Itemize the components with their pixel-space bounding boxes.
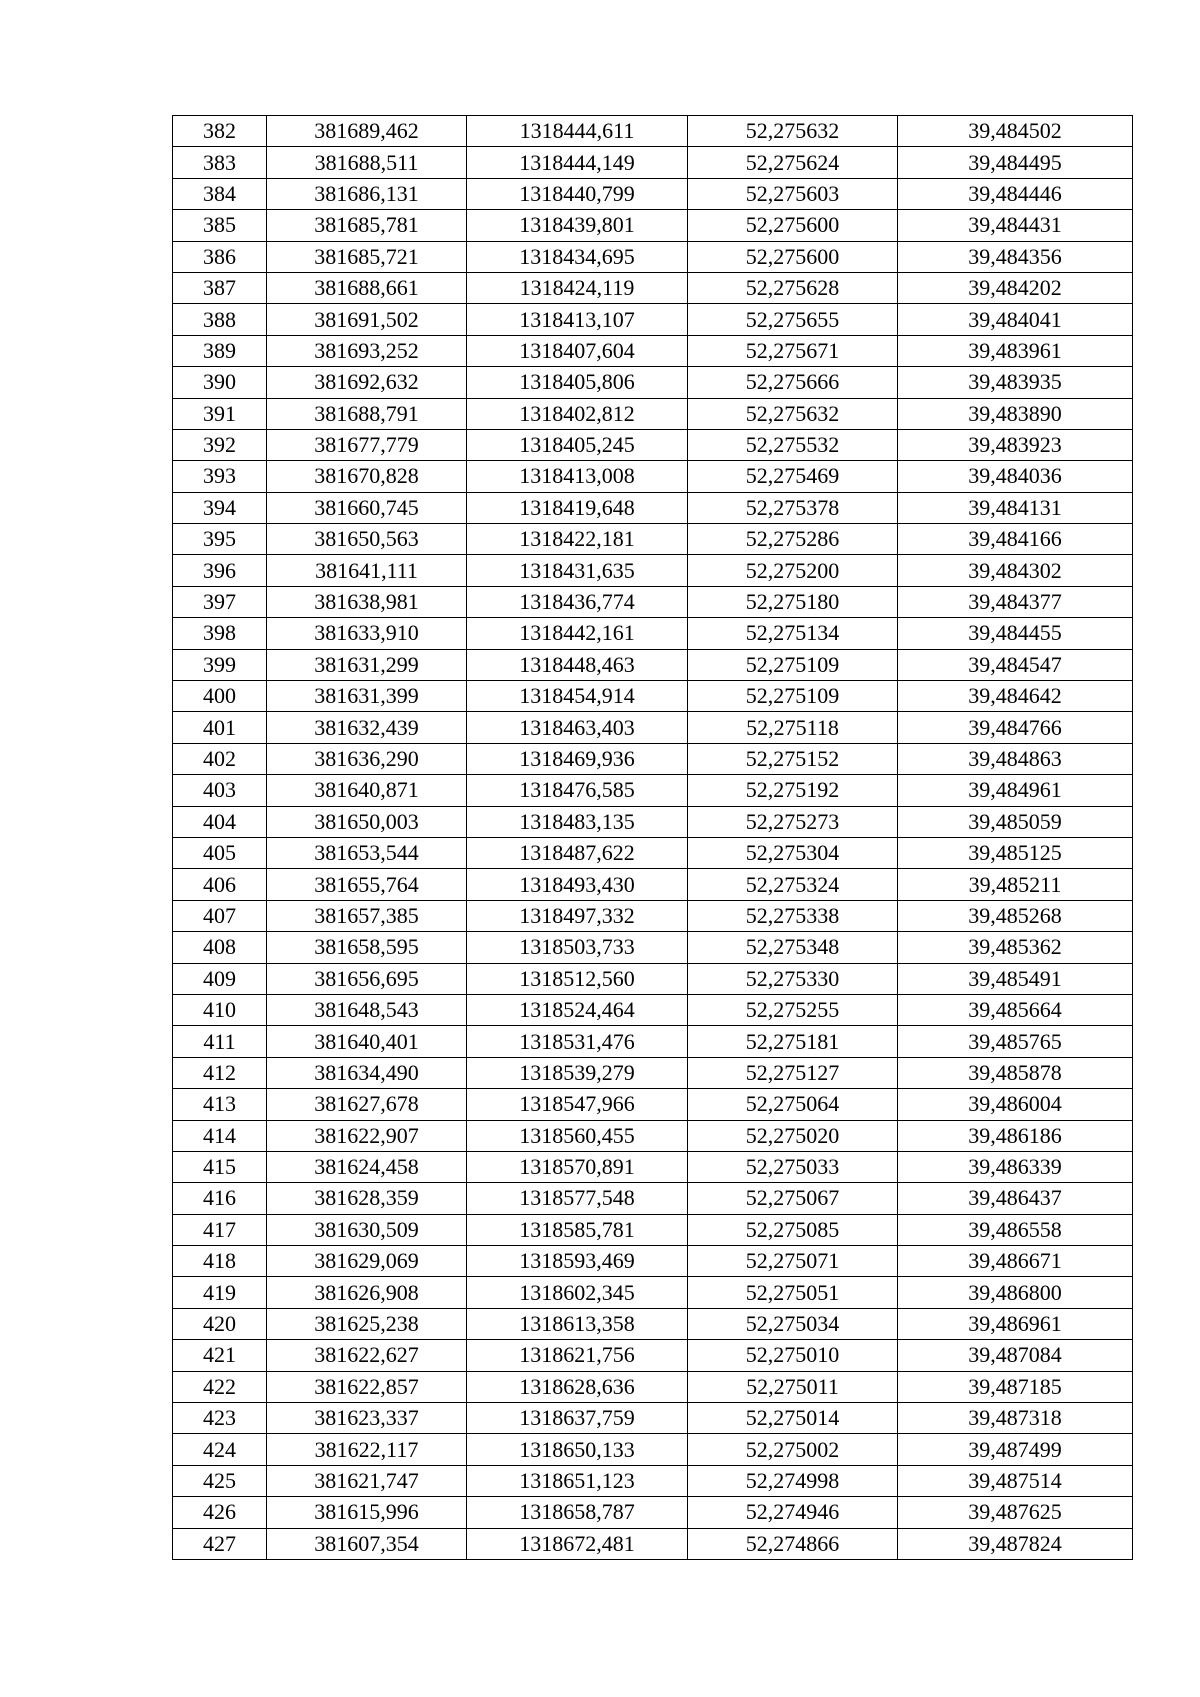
table-row: [173, 681, 1133, 712]
x-coordinate-cell: 381632,439: [267, 712, 467, 743]
longitude-cell: 39,486961: [898, 1308, 1133, 1339]
longitude-cell: 39,485362: [898, 932, 1133, 963]
table-row: [173, 555, 1133, 586]
table-row: [173, 241, 1133, 272]
latitude-cell: 52,275011: [688, 1371, 898, 1402]
x-coordinate-cell: 381622,117: [267, 1434, 467, 1465]
latitude-cell: 52,275002: [688, 1434, 898, 1465]
table-row: [173, 1183, 1133, 1214]
point-number-cell: 385: [173, 210, 267, 241]
y-coordinate-cell: 1318476,585: [467, 775, 688, 806]
table-row: [173, 147, 1133, 178]
y-coordinate-cell: 1318585,781: [467, 1214, 688, 1245]
point-number-cell: 405: [173, 837, 267, 868]
table-row: [173, 1403, 1133, 1434]
x-coordinate-cell: 381656,695: [267, 963, 467, 994]
table-row: [173, 1434, 1133, 1465]
longitude-cell: 39,484356: [898, 241, 1133, 272]
table-row: [173, 1214, 1133, 1245]
point-number-cell: 415: [173, 1151, 267, 1182]
x-coordinate-cell: 381621,747: [267, 1465, 467, 1496]
point-number-cell: 416: [173, 1183, 267, 1214]
latitude-cell: 52,275378: [688, 492, 898, 523]
point-number-cell: 413: [173, 1089, 267, 1120]
table-row: [173, 398, 1133, 429]
point-number-cell: 396: [173, 555, 267, 586]
table-row: [173, 1057, 1133, 1088]
y-coordinate-cell: 1318570,891: [467, 1151, 688, 1182]
longitude-cell: 39,483923: [898, 429, 1133, 460]
y-coordinate-cell: 1318444,611: [467, 116, 688, 147]
table-row: [173, 743, 1133, 774]
table-row: [173, 1089, 1133, 1120]
x-coordinate-cell: 381653,544: [267, 837, 467, 868]
x-coordinate-cell: 381615,996: [267, 1497, 467, 1528]
point-number-cell: 391: [173, 398, 267, 429]
y-coordinate-cell: 1318547,966: [467, 1089, 688, 1120]
point-number-cell: 389: [173, 335, 267, 366]
y-coordinate-cell: 1318436,774: [467, 586, 688, 617]
y-coordinate-cell: 1318672,481: [467, 1528, 688, 1559]
latitude-cell: 52,274866: [688, 1528, 898, 1559]
point-number-cell: 388: [173, 304, 267, 335]
y-coordinate-cell: 1318463,403: [467, 712, 688, 743]
longitude-cell: 39,484642: [898, 681, 1133, 712]
x-coordinate-cell: 381640,871: [267, 775, 467, 806]
x-coordinate-cell: 381633,910: [267, 618, 467, 649]
y-coordinate-cell: 1318444,149: [467, 147, 688, 178]
y-coordinate-cell: 1318497,332: [467, 900, 688, 931]
x-coordinate-cell: 381622,627: [267, 1340, 467, 1371]
x-coordinate-cell: 381686,131: [267, 178, 467, 209]
y-coordinate-cell: 1318503,733: [467, 932, 688, 963]
y-coordinate-cell: 1318422,181: [467, 524, 688, 555]
y-coordinate-cell: 1318539,279: [467, 1057, 688, 1088]
table-row: [173, 1120, 1133, 1151]
table-row: [173, 492, 1133, 523]
longitude-cell: 39,487625: [898, 1497, 1133, 1528]
latitude-cell: 52,275010: [688, 1340, 898, 1371]
point-number-cell: 386: [173, 241, 267, 272]
point-number-cell: 398: [173, 618, 267, 649]
longitude-cell: 39,484863: [898, 743, 1133, 774]
x-coordinate-cell: 381628,359: [267, 1183, 467, 1214]
point-number-cell: 406: [173, 869, 267, 900]
point-number-cell: 419: [173, 1277, 267, 1308]
latitude-cell: 52,275324: [688, 869, 898, 900]
latitude-cell: 52,275109: [688, 649, 898, 680]
latitude-cell: 52,275632: [688, 116, 898, 147]
coordinates-table: [172, 115, 1133, 1560]
x-coordinate-cell: 381622,907: [267, 1120, 467, 1151]
x-coordinate-cell: 381640,401: [267, 1026, 467, 1057]
y-coordinate-cell: 1318483,135: [467, 806, 688, 837]
longitude-cell: 39,486437: [898, 1183, 1133, 1214]
longitude-cell: 39,487084: [898, 1340, 1133, 1371]
latitude-cell: 52,275071: [688, 1246, 898, 1277]
longitude-cell: 39,485878: [898, 1057, 1133, 1088]
x-coordinate-cell: 381685,721: [267, 241, 467, 272]
longitude-cell: 39,484202: [898, 272, 1133, 303]
longitude-cell: 39,487824: [898, 1528, 1133, 1559]
y-coordinate-cell: 1318413,107: [467, 304, 688, 335]
x-coordinate-cell: 381688,511: [267, 147, 467, 178]
longitude-cell: 39,487185: [898, 1371, 1133, 1402]
point-number-cell: 392: [173, 429, 267, 460]
y-coordinate-cell: 1318405,806: [467, 367, 688, 398]
table-row: [173, 1340, 1133, 1371]
x-coordinate-cell: 381623,337: [267, 1403, 467, 1434]
latitude-cell: 52,275134: [688, 618, 898, 649]
point-number-cell: 423: [173, 1403, 267, 1434]
latitude-cell: 52,275085: [688, 1214, 898, 1245]
x-coordinate-cell: 381688,791: [267, 398, 467, 429]
point-number-cell: 427: [173, 1528, 267, 1559]
table-row: [173, 210, 1133, 241]
point-number-cell: 421: [173, 1340, 267, 1371]
longitude-cell: 39,483935: [898, 367, 1133, 398]
point-number-cell: 407: [173, 900, 267, 931]
latitude-cell: 52,275118: [688, 712, 898, 743]
x-coordinate-cell: 381624,458: [267, 1151, 467, 1182]
table-row: [173, 116, 1133, 147]
latitude-cell: 52,275632: [688, 398, 898, 429]
longitude-cell: 39,484302: [898, 555, 1133, 586]
x-coordinate-cell: 381629,069: [267, 1246, 467, 1277]
x-coordinate-cell: 381650,003: [267, 806, 467, 837]
table-row: [173, 1277, 1133, 1308]
table-row: [173, 712, 1133, 743]
longitude-cell: 39,484547: [898, 649, 1133, 680]
longitude-cell: 39,485211: [898, 869, 1133, 900]
x-coordinate-cell: 381650,563: [267, 524, 467, 555]
y-coordinate-cell: 1318440,799: [467, 178, 688, 209]
longitude-cell: 39,486671: [898, 1246, 1133, 1277]
table-row: [173, 524, 1133, 555]
longitude-cell: 39,484455: [898, 618, 1133, 649]
longitude-cell: 39,484036: [898, 461, 1133, 492]
point-number-cell: 382: [173, 116, 267, 147]
longitude-cell: 39,487499: [898, 1434, 1133, 1465]
latitude-cell: 52,275051: [688, 1277, 898, 1308]
longitude-cell: 39,485765: [898, 1026, 1133, 1057]
y-coordinate-cell: 1318413,008: [467, 461, 688, 492]
x-coordinate-cell: 381607,354: [267, 1528, 467, 1559]
point-number-cell: 410: [173, 994, 267, 1025]
latitude-cell: 52,275127: [688, 1057, 898, 1088]
table-row: [173, 1528, 1133, 1559]
table-row: [173, 178, 1133, 209]
point-number-cell: 384: [173, 178, 267, 209]
longitude-cell: 39,484446: [898, 178, 1133, 209]
latitude-cell: 52,275624: [688, 147, 898, 178]
latitude-cell: 52,275304: [688, 837, 898, 868]
x-coordinate-cell: 381634,490: [267, 1057, 467, 1088]
longitude-cell: 39,487514: [898, 1465, 1133, 1496]
longitude-cell: 39,484766: [898, 712, 1133, 743]
latitude-cell: 52,275152: [688, 743, 898, 774]
latitude-cell: 52,275180: [688, 586, 898, 617]
latitude-cell: 52,275033: [688, 1151, 898, 1182]
table-row: [173, 272, 1133, 303]
table-row: [173, 429, 1133, 460]
longitude-cell: 39,486800: [898, 1277, 1133, 1308]
table-row: [173, 1151, 1133, 1182]
x-coordinate-cell: 381677,779: [267, 429, 467, 460]
y-coordinate-cell: 1318524,464: [467, 994, 688, 1025]
point-number-cell: 402: [173, 743, 267, 774]
point-number-cell: 403: [173, 775, 267, 806]
point-number-cell: 395: [173, 524, 267, 555]
y-coordinate-cell: 1318419,648: [467, 492, 688, 523]
y-coordinate-cell: 1318593,469: [467, 1246, 688, 1277]
table-row: [173, 335, 1133, 366]
latitude-cell: 52,275671: [688, 335, 898, 366]
x-coordinate-cell: 381641,111: [267, 555, 467, 586]
table-row: [173, 932, 1133, 963]
x-coordinate-cell: 381627,678: [267, 1089, 467, 1120]
x-coordinate-cell: 381660,745: [267, 492, 467, 523]
longitude-cell: 39,483961: [898, 335, 1133, 366]
longitude-cell: 39,484166: [898, 524, 1133, 555]
y-coordinate-cell: 1318431,635: [467, 555, 688, 586]
longitude-cell: 39,485125: [898, 837, 1133, 868]
x-coordinate-cell: 381636,290: [267, 743, 467, 774]
longitude-cell: 39,487318: [898, 1403, 1133, 1434]
y-coordinate-cell: 1318469,936: [467, 743, 688, 774]
table-row: [173, 649, 1133, 680]
y-coordinate-cell: 1318487,622: [467, 837, 688, 868]
latitude-cell: 52,275469: [688, 461, 898, 492]
longitude-cell: 39,484961: [898, 775, 1133, 806]
longitude-cell: 39,484131: [898, 492, 1133, 523]
x-coordinate-cell: 381625,238: [267, 1308, 467, 1339]
y-coordinate-cell: 1318613,358: [467, 1308, 688, 1339]
table-row: [173, 1246, 1133, 1277]
latitude-cell: 52,275338: [688, 900, 898, 931]
y-coordinate-cell: 1318442,161: [467, 618, 688, 649]
longitude-cell: 39,485059: [898, 806, 1133, 837]
point-number-cell: 404: [173, 806, 267, 837]
point-number-cell: 390: [173, 367, 267, 398]
latitude-cell: 52,275273: [688, 806, 898, 837]
table-row: [173, 367, 1133, 398]
table-row: [173, 1497, 1133, 1528]
latitude-cell: 52,275330: [688, 963, 898, 994]
longitude-cell: 39,486004: [898, 1089, 1133, 1120]
y-coordinate-cell: 1318577,548: [467, 1183, 688, 1214]
point-number-cell: 387: [173, 272, 267, 303]
y-coordinate-cell: 1318602,345: [467, 1277, 688, 1308]
y-coordinate-cell: 1318621,756: [467, 1340, 688, 1371]
latitude-cell: 52,274998: [688, 1465, 898, 1496]
point-number-cell: 400: [173, 681, 267, 712]
x-coordinate-cell: 381622,857: [267, 1371, 467, 1402]
table-row: [173, 618, 1133, 649]
latitude-cell: 52,275200: [688, 555, 898, 586]
point-number-cell: 411: [173, 1026, 267, 1057]
x-coordinate-cell: 381631,299: [267, 649, 467, 680]
x-coordinate-cell: 381658,595: [267, 932, 467, 963]
y-coordinate-cell: 1318512,560: [467, 963, 688, 994]
y-coordinate-cell: 1318650,133: [467, 1434, 688, 1465]
y-coordinate-cell: 1318493,430: [467, 869, 688, 900]
y-coordinate-cell: 1318424,119: [467, 272, 688, 303]
longitude-cell: 39,484041: [898, 304, 1133, 335]
longitude-cell: 39,486339: [898, 1151, 1133, 1182]
coordinates-table-body: [173, 116, 1133, 1560]
latitude-cell: 52,275255: [688, 994, 898, 1025]
y-coordinate-cell: 1318407,604: [467, 335, 688, 366]
table-row: [173, 1308, 1133, 1339]
point-number-cell: 417: [173, 1214, 267, 1245]
point-number-cell: 424: [173, 1434, 267, 1465]
x-coordinate-cell: 381648,543: [267, 994, 467, 1025]
x-coordinate-cell: 381630,509: [267, 1214, 467, 1245]
x-coordinate-cell: 381638,981: [267, 586, 467, 617]
longitude-cell: 39,485664: [898, 994, 1133, 1025]
x-coordinate-cell: 381631,399: [267, 681, 467, 712]
table-row: [173, 1371, 1133, 1402]
latitude-cell: 52,275603: [688, 178, 898, 209]
y-coordinate-cell: 1318439,801: [467, 210, 688, 241]
latitude-cell: 52,275655: [688, 304, 898, 335]
point-number-cell: 412: [173, 1057, 267, 1088]
point-number-cell: 426: [173, 1497, 267, 1528]
latitude-cell: 52,275034: [688, 1308, 898, 1339]
longitude-cell: 39,483890: [898, 398, 1133, 429]
x-coordinate-cell: 381688,661: [267, 272, 467, 303]
y-coordinate-cell: 1318454,914: [467, 681, 688, 712]
latitude-cell: 52,275181: [688, 1026, 898, 1057]
latitude-cell: 52,275014: [688, 1403, 898, 1434]
latitude-cell: 52,275666: [688, 367, 898, 398]
latitude-cell: 52,274946: [688, 1497, 898, 1528]
point-number-cell: 409: [173, 963, 267, 994]
longitude-cell: 39,486558: [898, 1214, 1133, 1245]
latitude-cell: 52,275109: [688, 681, 898, 712]
latitude-cell: 52,275600: [688, 210, 898, 241]
x-coordinate-cell: 381626,908: [267, 1277, 467, 1308]
x-coordinate-cell: 381691,502: [267, 304, 467, 335]
y-coordinate-cell: 1318405,245: [467, 429, 688, 460]
y-coordinate-cell: 1318402,812: [467, 398, 688, 429]
x-coordinate-cell: 381689,462: [267, 116, 467, 147]
table-row: [173, 775, 1133, 806]
latitude-cell: 52,275064: [688, 1089, 898, 1120]
latitude-cell: 52,275628: [688, 272, 898, 303]
y-coordinate-cell: 1318531,476: [467, 1026, 688, 1057]
point-number-cell: 414: [173, 1120, 267, 1151]
point-number-cell: 399: [173, 649, 267, 680]
latitude-cell: 52,275348: [688, 932, 898, 963]
point-number-cell: 394: [173, 492, 267, 523]
longitude-cell: 39,484377: [898, 586, 1133, 617]
table-row: [173, 304, 1133, 335]
y-coordinate-cell: 1318628,636: [467, 1371, 688, 1402]
longitude-cell: 39,484495: [898, 147, 1133, 178]
y-coordinate-cell: 1318448,463: [467, 649, 688, 680]
latitude-cell: 52,275192: [688, 775, 898, 806]
point-number-cell: 425: [173, 1465, 267, 1496]
x-coordinate-cell: 381670,828: [267, 461, 467, 492]
table-row: [173, 1465, 1133, 1496]
table-row: [173, 586, 1133, 617]
latitude-cell: 52,275532: [688, 429, 898, 460]
longitude-cell: 39,484502: [898, 116, 1133, 147]
longitude-cell: 39,484431: [898, 210, 1133, 241]
table-row: [173, 869, 1133, 900]
point-number-cell: 422: [173, 1371, 267, 1402]
table-row: [173, 461, 1133, 492]
x-coordinate-cell: 381693,252: [267, 335, 467, 366]
point-number-cell: 408: [173, 932, 267, 963]
y-coordinate-cell: 1318651,123: [467, 1465, 688, 1496]
latitude-cell: 52,275600: [688, 241, 898, 272]
table-row: [173, 994, 1133, 1025]
point-number-cell: 383: [173, 147, 267, 178]
latitude-cell: 52,275020: [688, 1120, 898, 1151]
point-number-cell: 420: [173, 1308, 267, 1339]
y-coordinate-cell: 1318637,759: [467, 1403, 688, 1434]
table-row: [173, 806, 1133, 837]
point-number-cell: 418: [173, 1246, 267, 1277]
table-row: [173, 837, 1133, 868]
y-coordinate-cell: 1318560,455: [467, 1120, 688, 1151]
y-coordinate-cell: 1318434,695: [467, 241, 688, 272]
table-row: [173, 963, 1133, 994]
longitude-cell: 39,485491: [898, 963, 1133, 994]
table-row: [173, 900, 1133, 931]
latitude-cell: 52,275067: [688, 1183, 898, 1214]
x-coordinate-cell: 381685,781: [267, 210, 467, 241]
point-number-cell: 393: [173, 461, 267, 492]
x-coordinate-cell: 381657,385: [267, 900, 467, 931]
table-row: [173, 1026, 1133, 1057]
longitude-cell: 39,486186: [898, 1120, 1133, 1151]
point-number-cell: 401: [173, 712, 267, 743]
x-coordinate-cell: 381692,632: [267, 367, 467, 398]
x-coordinate-cell: 381655,764: [267, 869, 467, 900]
longitude-cell: 39,485268: [898, 900, 1133, 931]
latitude-cell: 52,275286: [688, 524, 898, 555]
y-coordinate-cell: 1318658,787: [467, 1497, 688, 1528]
point-number-cell: 397: [173, 586, 267, 617]
